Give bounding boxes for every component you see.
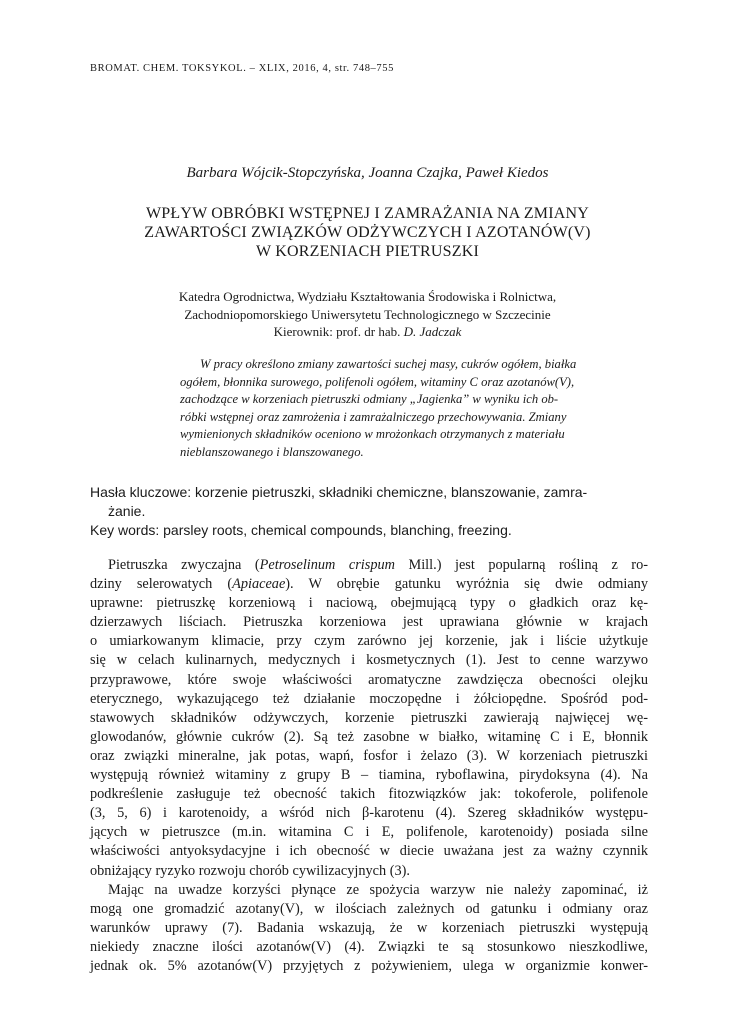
body-text <box>90 556 648 976</box>
paragraph-1-line: przyprawowe, które swoje właściwości aromatyczne zawdzięcza obecności olejku <box>90 671 648 688</box>
paragraph-1-line: uprawne: pietruszkę korzeniową i naciową, obejmującą typy o gładkich oraz kę- <box>90 595 648 612</box>
paragraph-2-line: niekiedy znaczne ilości azotanów(V) (4). Związki te są stosunkowo nieszkodliwe, <box>90 938 648 955</box>
abstract <box>180 356 648 462</box>
keywords-en: Key words: parsley roots, chemical compounds, blanching, freezing. <box>90 522 512 538</box>
paragraph-1-line: stawowych składników odżywczych, korzenie pietruszki zawierają najwięcej wę- <box>90 709 648 726</box>
text-span: Pietruszka zwyczajna ( <box>108 557 260 573</box>
affiliation <box>60 288 675 341</box>
running-head: BROMAT. CHEM. TOKSYKOL. – XLIX, 2016, 4, str. 748–755 <box>90 63 394 74</box>
paragraph-2-line: Mając na uwadze korzyści płynące ze spożycia warzyw nie należy zapominać, iż <box>108 881 648 898</box>
paragraph-1-line: glowodanów, głównie cukrów (2). Są też zasobne w białko, witaminę C i E, błonnik <box>90 728 648 745</box>
paragraph-1-line <box>90 556 648 575</box>
keywords <box>90 483 650 540</box>
abstract-line: zachodzące w korzeniach pietruszki odmiany „Jagienka” w wyniku ich ob- <box>180 392 559 407</box>
abstract-line: róbki wstępnej oraz zamrożenia i zamrażalniczego przechowywania. Zmiany <box>180 409 567 424</box>
paragraph-1-line: o umiarkowanym klimacie, przy czym zarówno jej korzenie, jak i liście użytkuje <box>90 633 648 650</box>
paragraph-1-line: eterycznego, wykazującego też działanie moczopędne i żółciopędne. Spośród pod- <box>90 690 648 707</box>
text-span: Mill.) jest popularną rośliną z ro- <box>394 557 648 573</box>
article-title <box>80 204 655 261</box>
abstract-line: nieblanszowanego i blanszowanego. <box>180 444 364 459</box>
authors: Barbara Wójcik-Stopczyńska, Joanna Czajka, Paweł Kiedos <box>186 165 549 181</box>
affiliation-line: Zachodniopomorskiego Uniwersytetu Technologicznego w Szczecinie <box>184 306 551 322</box>
text-span: ). W obrębie gatunku wyróżnia się dwie odmiany <box>285 576 648 593</box>
paragraph-1-line: dzierzawych liściach. Pietruszka korzeniowa jest uprawiana głównie w krajach <box>90 614 648 631</box>
paragraph-2-line: warunków uprawy (7). Badania wskazują, że w korzeniach pietruszki występują <box>90 919 648 936</box>
department-head-prefix: Kierownik: prof. dr hab. <box>273 324 404 339</box>
paragraph-1-line: właściwości antyoksydacyjne i ich obecność w diecie uważana jest za ważny czynnik <box>90 843 648 860</box>
title-line: WPŁYW OBRÓBKI WSTĘPNEJ I ZAMRAŻANIA NA ZMIANY <box>145 205 590 222</box>
abstract-line: W pracy określono zmiany zawartości suchej masy, cukrów ogółem, białka <box>200 357 577 371</box>
affiliation-line: Katedra Ogrodnictwa, Wydziału Kształtowania Środowiska i Rolnictwa, <box>178 289 557 304</box>
text-span: dziny selerowatych ( <box>90 576 233 593</box>
paragraph-1-line: występują również witaminy z grupy B – tiamina, ryboflawina, pirydoksyna (4). Na <box>90 767 648 784</box>
title-line: W KORZENIACH PIETRUSZKI <box>256 243 479 260</box>
department-head <box>60 323 675 341</box>
keywords-pl-line: Hasła kluczowe: korzenie pietruszki, składniki chemiczne, blanszowanie, zamra- <box>90 484 588 500</box>
paragraph-1-line: oraz związki mineralne, jak potas, wapń, fosfor i żelazo (3). W korzeniach pietruszki <box>90 747 648 764</box>
scientific-name: Petroselinum crispum <box>259 557 395 573</box>
family-name: Apiaceae <box>232 576 286 593</box>
paragraph-1-line: jących w pietruszce (m.in. witamina C i E, polifenole, karotenoidy) posiada silne <box>90 824 648 841</box>
paragraph-2-line: mogą one gromadzić azotany(V), w ilościach zależnych od gatunku i odmiany oraz <box>90 900 648 917</box>
abstract-line: wymienionych składników oceniono w mrożonkach otrzymanych z materiału <box>180 427 565 442</box>
paragraph-1-line: się w celach kulinarnych, medycznych i kosmetycznych (1). Jest to cenne warzywo <box>90 652 648 669</box>
keywords-pl-line: żanie. <box>108 503 146 519</box>
title-line: ZAWARTOŚCI ZWIĄZKÓW ODŻYWCZYCH I AZOTANÓW(V) <box>144 224 591 241</box>
abstract-line: ogółem, błonnika surowego, polifenoli ogółem, witaminy C oraz azotanów(V), <box>180 374 575 389</box>
paragraph-1-line: (3, 5, 6) i karotenoidy, a wśród nich β-karotenu (4). Szereg składników występu- <box>90 805 648 822</box>
paragraph-1-line: obniżający ryzyko rozwoju chorób cywilizacyjnych (3). <box>90 862 410 879</box>
department-head-name: D. Jadczak <box>403 324 462 339</box>
paragraph-1-line: podkreślenie zasługuje też obecność takich fitozwiązków jak: tokoferole, polifenole <box>90 786 648 803</box>
paragraph-1-line <box>90 575 648 594</box>
paragraph-2-line: jednak ok. 5% azotanów(V) przyjętych z pożywieniem, ulega w organizmie konwer- <box>90 957 648 974</box>
